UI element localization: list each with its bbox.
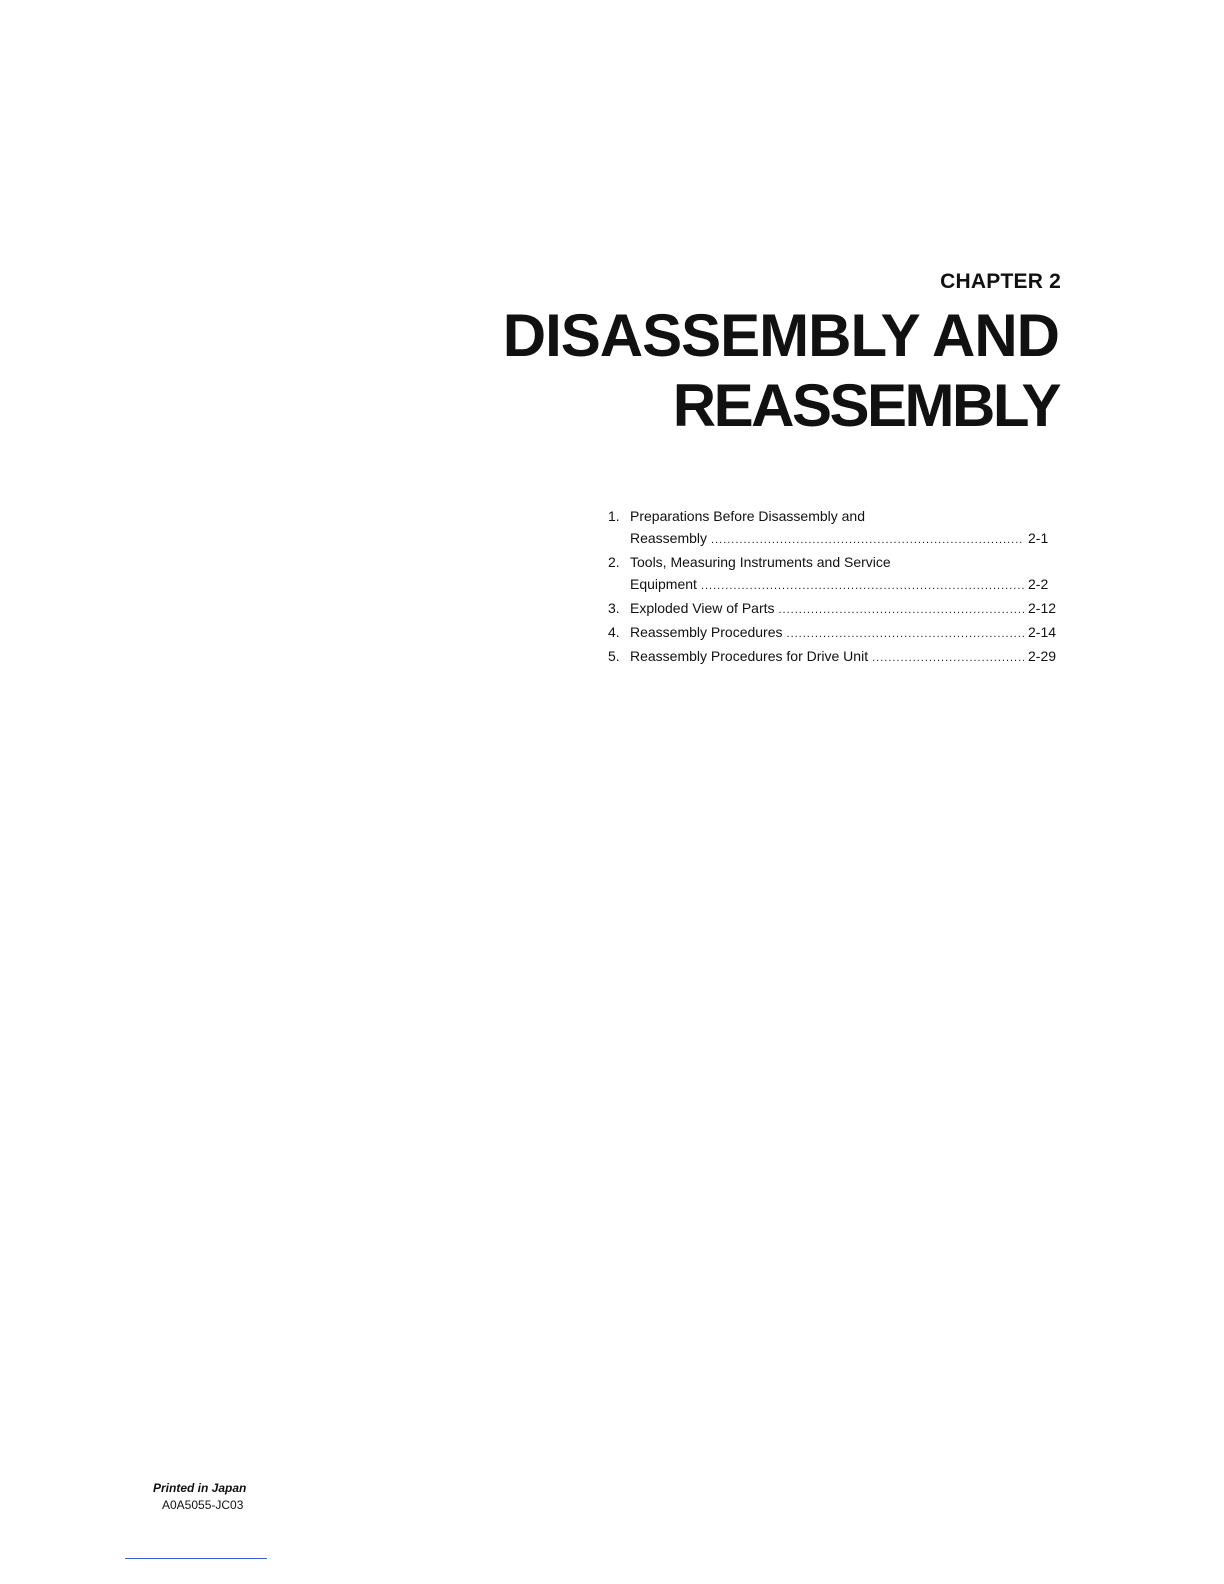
toc-leader-dots [711, 529, 1024, 551]
toc-entry-title: Reassembly Procedures for Drive Unit [630, 648, 869, 664]
toc-leader-dots [701, 575, 1024, 597]
toc-entry-page: 2-12 [1028, 600, 1057, 616]
toc-entry-number: 5. [608, 648, 620, 664]
toc-entry-title: Reassembly Procedures [630, 624, 783, 640]
toc-entry-number: 3. [608, 600, 620, 616]
toc-entry-number: 1. [608, 508, 620, 524]
toc-entry-title-continued: Equipment [630, 576, 697, 592]
footer [153, 1480, 246, 1514]
table-of-contents [608, 505, 1060, 669]
toc-entry-3[interactable] [608, 597, 1060, 621]
toc-entry-title: Preparations Before Disassembly and [630, 508, 866, 524]
chapter-title-line-2: REASSEMBLY [672, 372, 1059, 439]
toc-entry-title: Exploded View of Parts [630, 600, 775, 616]
toc-entry-5[interactable] [608, 645, 1060, 669]
toc-entry-title-continued: Reassembly [630, 530, 708, 546]
toc-entry-number: 2. [608, 554, 620, 570]
toc-entry-page: 2-14 [1028, 624, 1057, 640]
toc-entry-page: 2-2 [1028, 576, 1049, 592]
toc-entry-4[interactable] [608, 621, 1060, 645]
toc-entry-title: Tools, Measuring Instruments and Service [630, 554, 891, 570]
chapter-label: CHAPTER 2 [940, 270, 1061, 293]
footer-divider [125, 1558, 267, 1559]
chapter-title-line-1: DISASSEMBLY AND [502, 302, 1059, 369]
toc-leader-dots [779, 599, 1025, 621]
toc-leader-dots [872, 647, 1024, 669]
toc-entry-page: 2-1 [1028, 530, 1049, 546]
toc-entry-1[interactable] [608, 505, 1060, 551]
toc-entry-2[interactable] [608, 551, 1060, 597]
document-code: A0A5055-JC03 [161, 1498, 244, 1512]
printed-in-label: Printed in Japan [153, 1481, 247, 1495]
toc-leader-dots [787, 623, 1024, 645]
toc-entry-number: 4. [608, 624, 620, 640]
toc-entry-page: 2-29 [1028, 648, 1057, 664]
